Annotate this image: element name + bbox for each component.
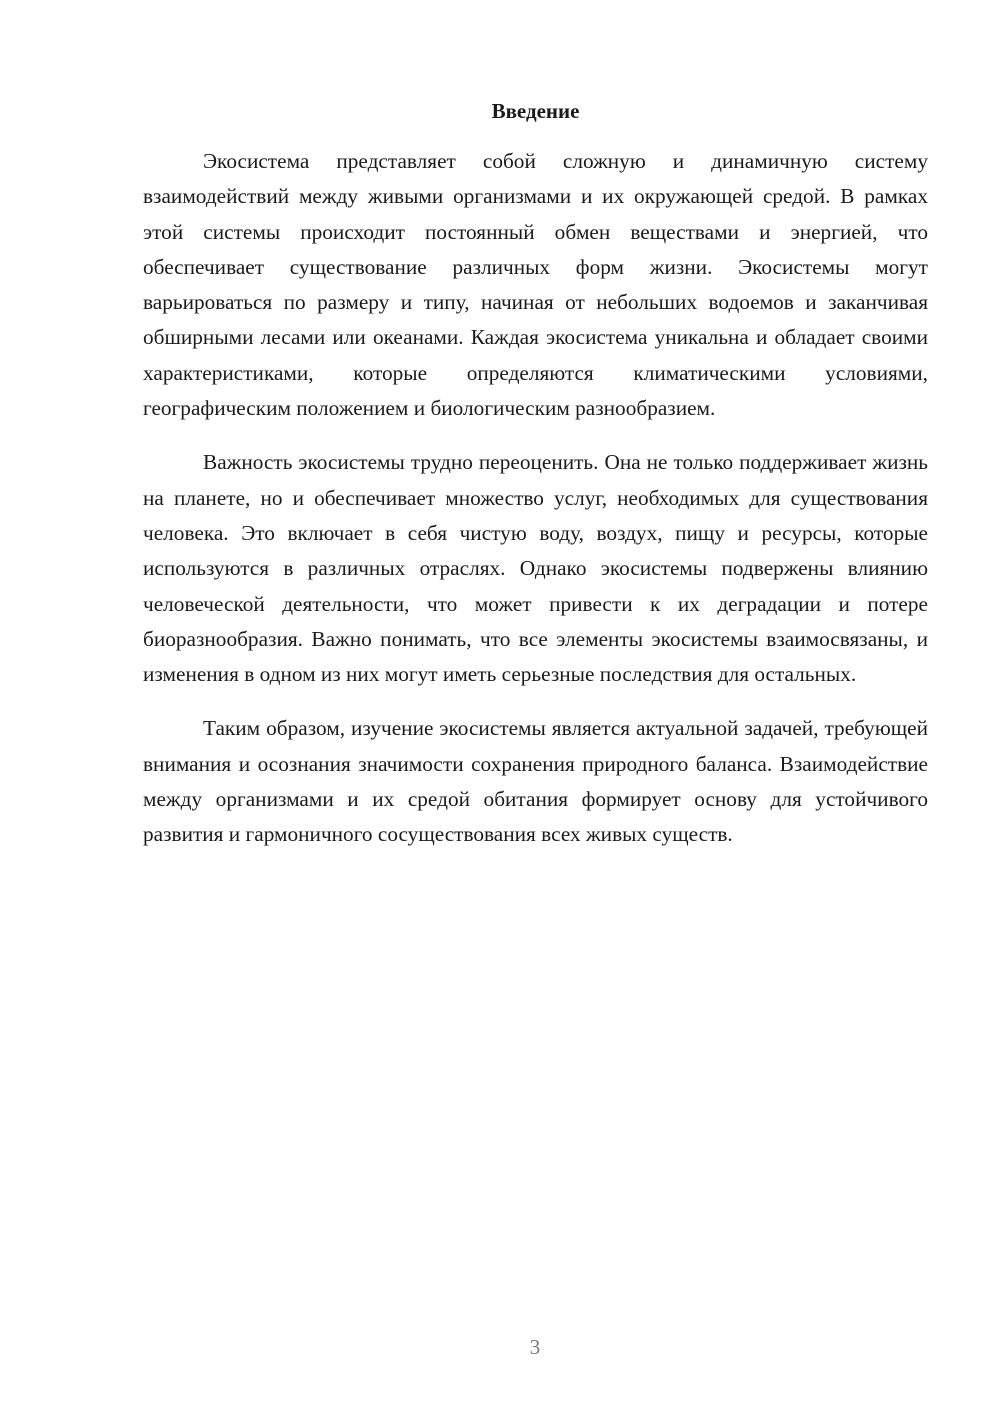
page-number: 3 <box>529 1335 541 1359</box>
paragraph-2: Важность экосистемы трудно переоценить. Она не только поддерживает жизнь на планете, но и обеспечивает множество услуг, необходимых для существования человека. Это включает в себя чистую воду, воздух, пищу и ресурсы, которые используются в различных отраслях. Однако экосистемы подвержены влиянию человеческой деятельности, что может привести к их деградации и потере биоразнообразия. Важно понимать, что все элементы экосистемы взаимосвязаны, и изменения в одном из них могут иметь серьезные последствия для остальных. <box>143 450 928 687</box>
section-heading: Введение <box>491 99 580 123</box>
paragraph-1: Экосистема представляет собой сложную и динамичную систему взаимодействий между живыми организмами и их окружающей средой. В рамках этой системы происходит постоянный обмен веществами и энергией, что обеспечивает существование различных форм жизни. Экосистемы могут варьироваться по размеру и типу, начиная от небольших водоемов и заканчивая обширными лесами или океанами. Каждая экосистема уникальна и обладает своими характеристиками, которые определяются климатическими условиями, географическим положением и биологическим разнообразием. <box>143 149 928 421</box>
body-text <box>143 144 928 872</box>
paragraph-3: Таким образом, изучение экосистемы является актуальной задачей, требующей внимания и осознания значимости сохранения природного баланса. Взаимодействие между организмами и их средой обитания формирует основу для устойчивого развития и гармоничного сосуществования всех живых существ. <box>143 716 928 847</box>
